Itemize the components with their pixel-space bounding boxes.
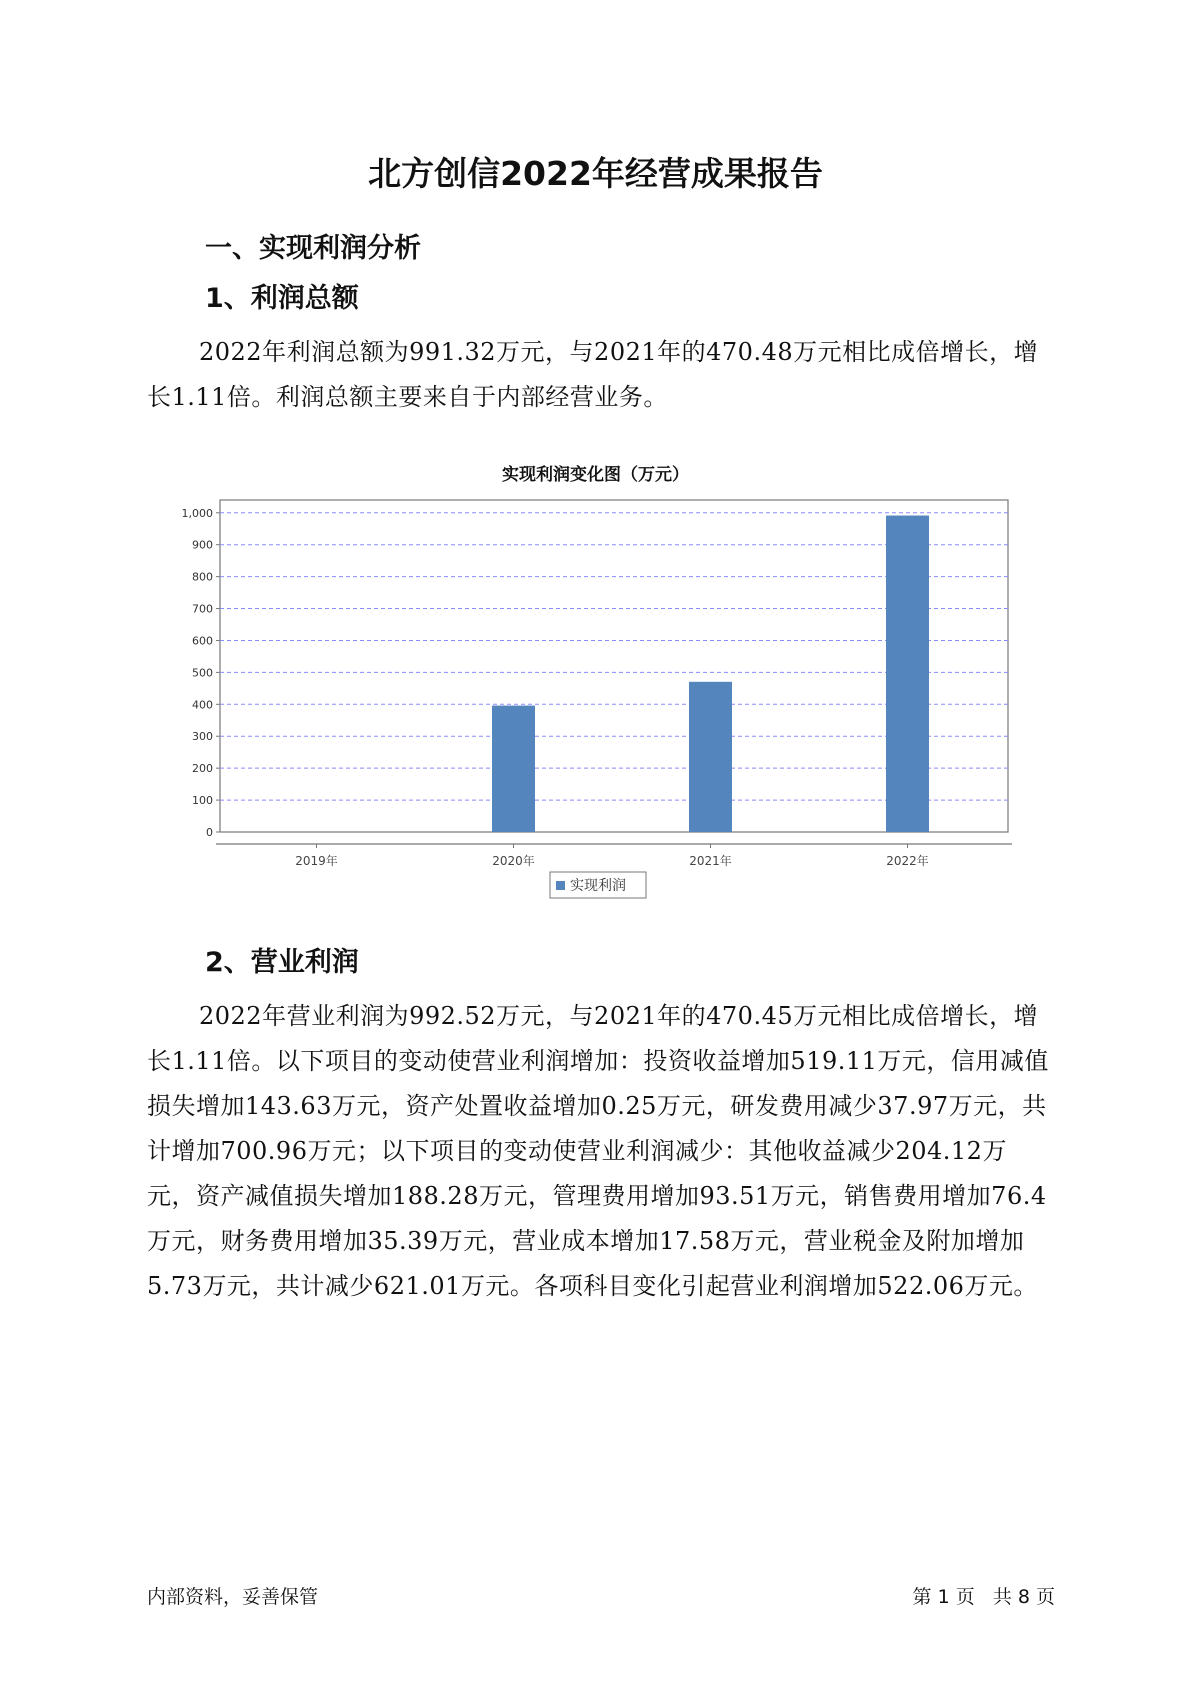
y-tick-label: 200	[192, 762, 213, 776]
x-tick-label: 2020年	[492, 854, 535, 868]
y-tick-label: 400	[192, 698, 213, 712]
y-tick-label: 700	[192, 602, 213, 616]
x-tick-label: 2021年	[689, 854, 732, 868]
y-tick-label: 300	[192, 730, 213, 744]
y-tick-label: 100	[192, 794, 213, 808]
y-tick-label: 0	[206, 826, 213, 839]
page-number-label: 第 1 页 共 8 页	[912, 1586, 1055, 1608]
chart-title: 实现利润变化图（万元）	[502, 465, 689, 485]
x-tick-label: 2019年	[295, 854, 338, 868]
y-tick-label: 600	[192, 634, 213, 648]
bar	[689, 682, 732, 832]
y-tick-label: 500	[192, 666, 213, 680]
subheading-operating-profit: 2、营业利润	[205, 947, 359, 978]
bar	[886, 516, 929, 832]
y-tick-label: 800	[192, 570, 213, 584]
footer-page-number	[913, 1582, 1055, 1609]
legend-label: 实现利润	[570, 878, 626, 894]
subheading-total-profit: 1、利润总额	[205, 283, 359, 314]
legend-swatch	[556, 881, 565, 890]
bar	[492, 706, 535, 832]
section-heading-profit-analysis: 一、实现利润分析	[205, 233, 421, 264]
footer-confidential-note: 内部资料，妥善保管	[147, 1586, 319, 1608]
paragraph-total-profit: 2022年利润总额为991.32万元，与2021年的470.48万元相比成倍增长，增长1.11倍。利润总额主要来自于内部经营业务。	[147, 338, 1039, 411]
y-tick-label: 900	[192, 538, 213, 552]
page-title: 北方创信2022年经营成果报告	[368, 154, 823, 193]
x-tick-label: 2022年	[886, 854, 929, 868]
y-tick-label: 1,000	[181, 506, 213, 520]
paragraph-operating-profit: 2022年营业利润为992.52万元，与2021年的470.45万元相比成倍增长，增长1.11倍。以下项目的变动使营业利润增加：投资收益增加519.11万元，信用减值损失增加143.63万元，资产处置收益增加0.25万元，研发费用减少37.97万元，共计增加700.96万元；以下项目的变动使营业利润减少：其他收益减少204.12万元，资产减值损失增加188.28万元，管理费用增加93.51万元，销售费用增加76.4万元，财务费用增加35.39万元，营业成本增加17.58万元，营业税金及附加增加5.73万元，共计减少621.01万元。各项科目变化引起营业利润增加522.06万元。	[147, 1002, 1049, 1300]
